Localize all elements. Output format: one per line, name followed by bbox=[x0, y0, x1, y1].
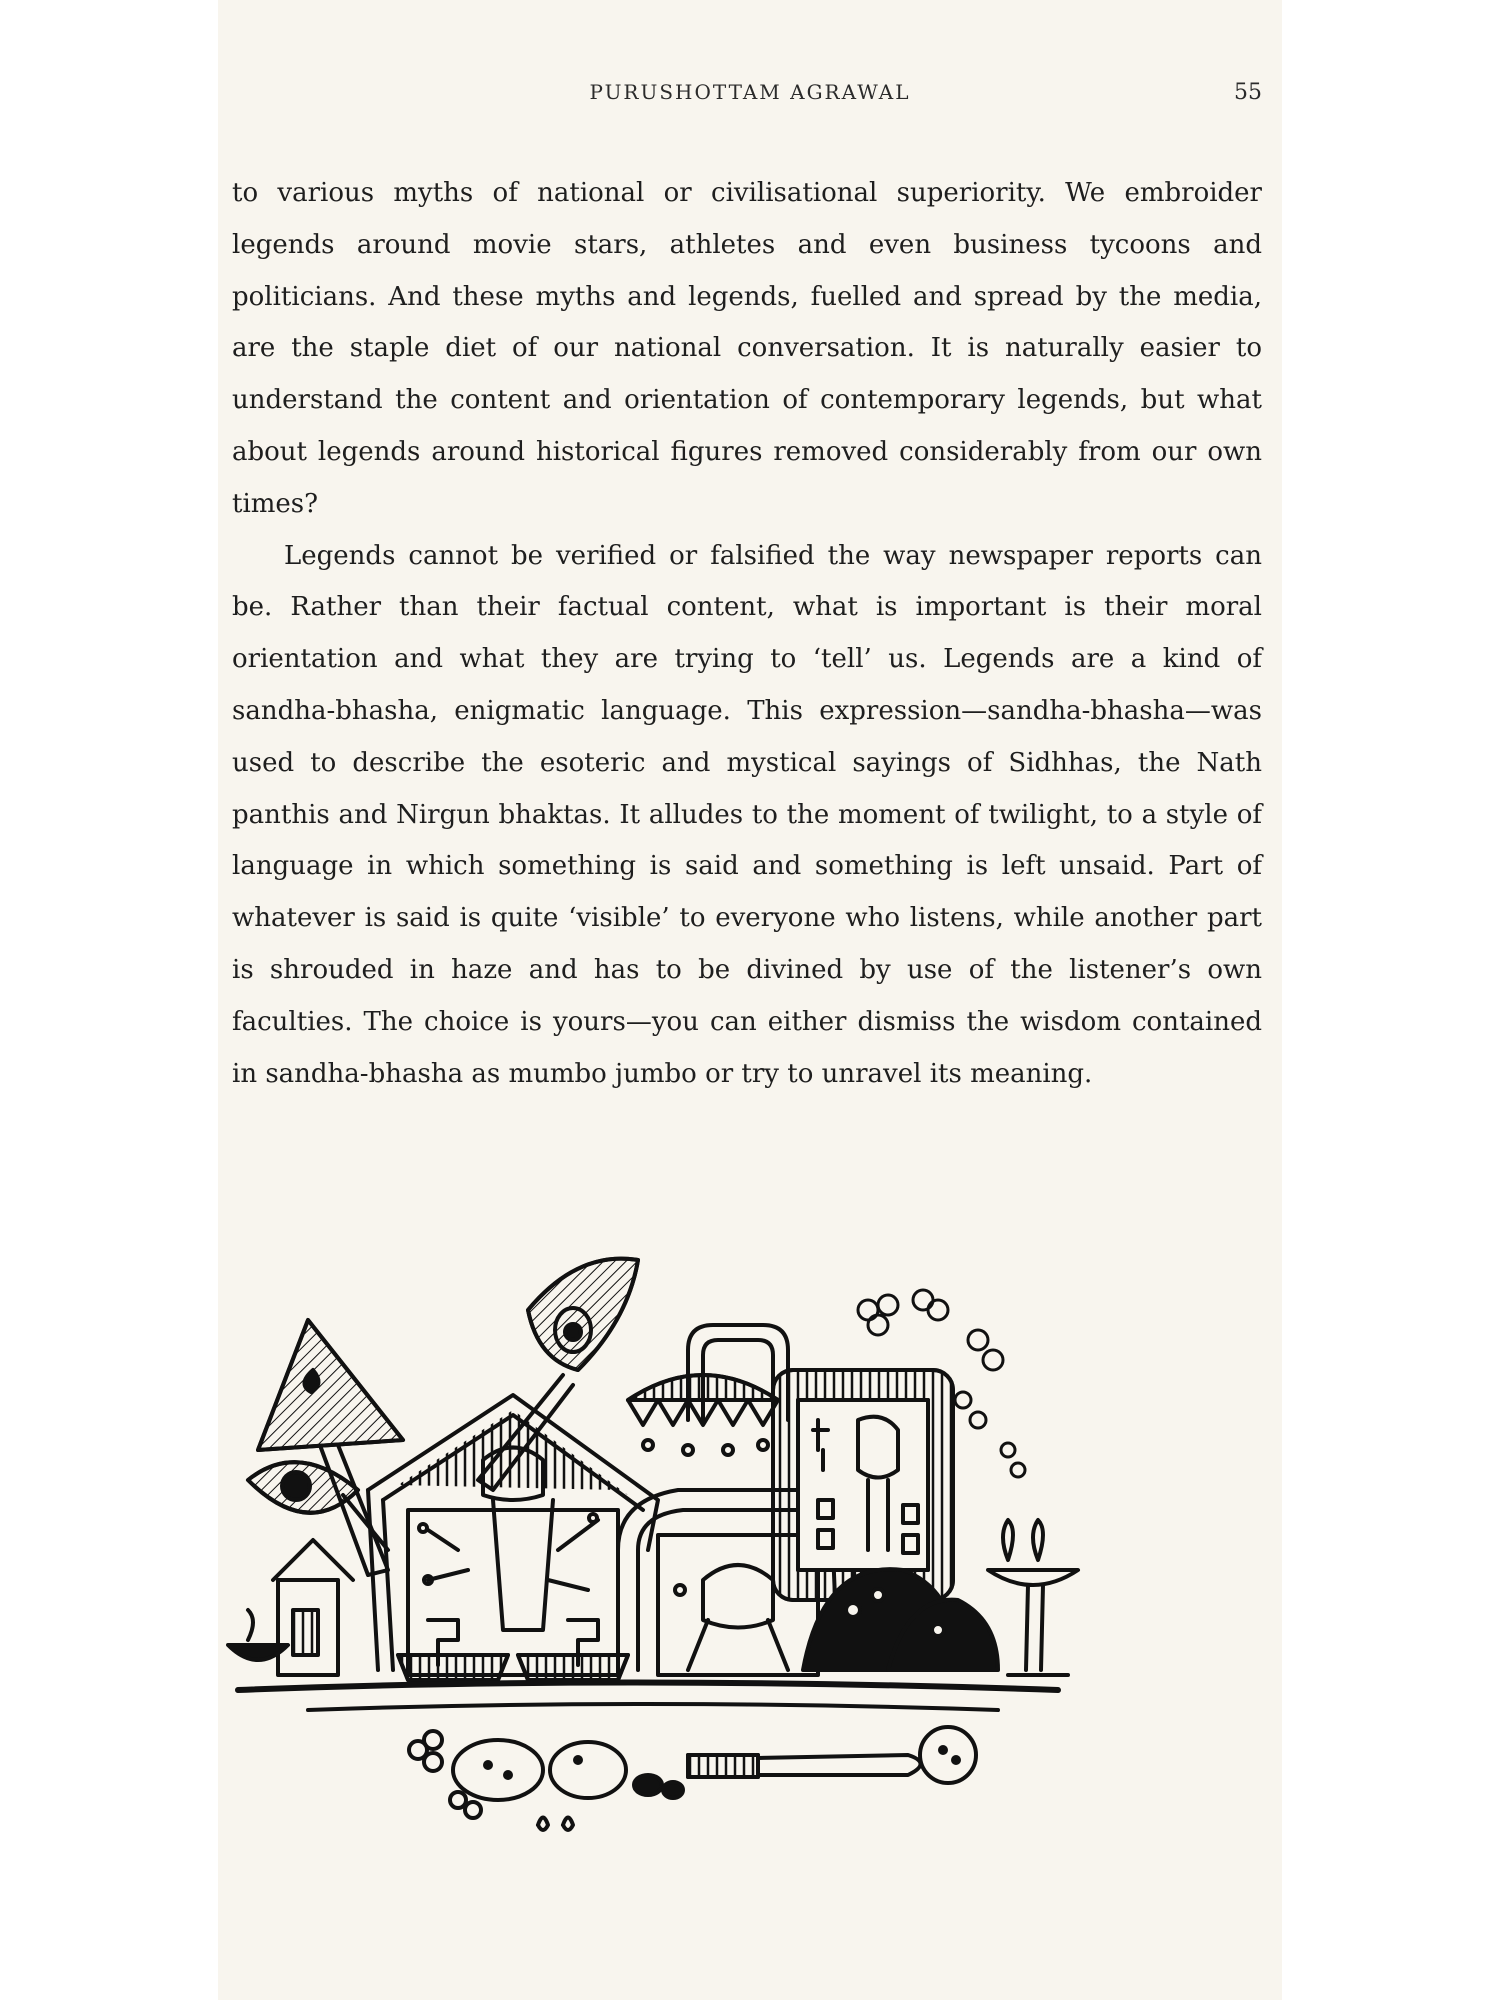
paragraph-2: Legends cannot be verified or falsified the way newspaper reports can be. Rather than their factual content, what is important is their moral orientation and what they are trying to ‘tell’ us. Legends are a kind of sandha-bhasha, enigmatic language. This expression—sandha-bhasha—was used to describe the esoteric and mystical sayings of Sidhhas, the Nath panthis and Nirgun bhaktas. It alludes to the moment of twilight, to a style of language in which something is said and something is left unsaid. Part of whatever is said is quite ‘visible’ to everyone who listens, while another part is shrouded in haze and has to be divined by use of the listener’s own faculties. The choice is yours—you can either dismiss the wisdom contained in sandha-bhasha as mumbo jumbo or try to unravel its meaning. bbox=[232, 540, 1262, 1089]
framed-deity-icon bbox=[773, 1370, 953, 1600]
shelf-line-lower-icon bbox=[308, 1704, 998, 1710]
shrine-doodle-illustration bbox=[218, 1250, 1282, 1970]
page-number: 55 bbox=[1234, 80, 1262, 105]
running-title: PURUSHOTTAM AGRAWAL bbox=[589, 80, 911, 104]
shelf-line-icon bbox=[238, 1683, 1058, 1691]
oil-lamp-stand-icon bbox=[988, 1520, 1078, 1675]
fruits-and-knife-icon bbox=[409, 1727, 976, 1830]
small-shrine-icon bbox=[228, 1540, 353, 1675]
house-shrine-icon bbox=[368, 1395, 658, 1675]
triangle-lamp-icon bbox=[258, 1320, 403, 1575]
book-page bbox=[218, 0, 1282, 2000]
running-head bbox=[218, 80, 1282, 120]
body-text bbox=[232, 168, 1262, 1100]
paragraph-1: to various myths of national or civilisational superiority. We embroider legends around movie stars, athletes and even business tycoons and politicians. And these myths and legends, fuelled and spread by the media, are the staple diet of our national conversation. It is naturally easier to understand the content and orientation of contemporary legends, but what about legends around historical figures removed considerably from our own times? bbox=[232, 178, 1262, 519]
